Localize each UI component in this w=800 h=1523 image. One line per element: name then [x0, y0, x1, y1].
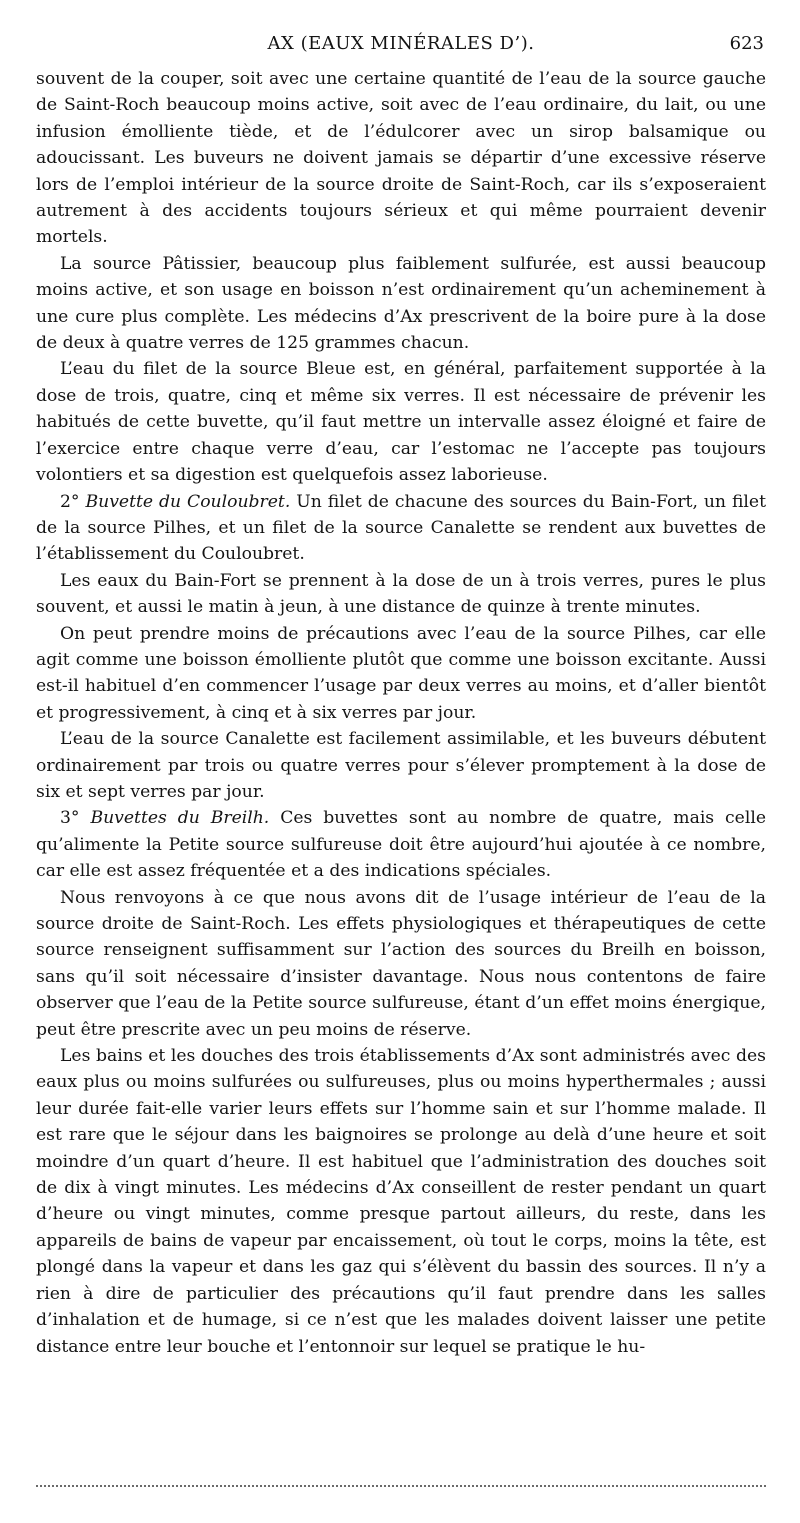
running-title: AX (EAUX MINÉRALES D’).: [267, 33, 535, 54]
paragraph-source-pilhes: [36, 621, 766, 727]
paragraph-text: La source Pâtissier, beaucoup plus faiblement sulfurée, est aussi beaucoup moins active, et son usage en boisson n’est ordinairement qu’un acheminement à une cure plus complète. Les médecins d’Ax prescrivent de la boire pure à la dose de deux à quatre verres de 125 grammes chacun.: [36, 253, 766, 354]
paragraph-buvettes-breilh: [36, 805, 766, 884]
paragraph-text: On peut prendre moins de précautions avec l’eau de la source Pilhes, car elle agit comme une boisson émolliente plutôt que comme une boisson excitante. Aussi est-il habituel d’en commencer l’usage par deux verres au moins, et d’aller bientôt et progressivement, à cinq et à six verres par jour.: [36, 623, 766, 723]
paragraph-text: L’eau de la source Canalette est facilement assimilable, et les buveurs débutent ordinairement par trois ou quatre verres pour s’élever promptement à la dose de six et sept verres par jour.: [36, 729, 766, 802]
paragraph-text: Un filet de chacune des sources du Bain-Fort, un filet de la source Pilhes, et un filet de la source Canalette se rendent aux buvettes de l’établissement du Couloubret.: [36, 491, 766, 565]
body-text: [36, 66, 766, 1360]
paragraph-text: Ces buvettes sont au nombre de quatre, mais celle qu’alimente la Petite source sulfureuse doit être aujourd’hui ajoutée à ce nombre, car elle est assez fréquentée et a des indications spéciales.: [36, 808, 767, 882]
paragraph-text: Les eaux du Bain-Fort se prennent à la dose de un à trois verres, pures le plus souvent, et aussi le matin à jeun, à une distance de quinze à trente minutes.: [36, 570, 766, 618]
running-head: [36, 33, 766, 57]
paragraph-buvette-couloubret: [36, 489, 766, 568]
paragraph-source-patissier: [36, 251, 766, 357]
paragraph-saint-roch: [36, 885, 766, 1043]
section-heading: Buvettes du Breilh.: [90, 808, 270, 829]
section-heading: Buvette du Couloubret.: [85, 491, 291, 512]
paragraph-source-bleue: [36, 356, 766, 488]
paragraph-text: Nous renvoyons à ce que nous avons dit de l’usage intérieur de l’eau de la source droite de Saint-Roch. Les effets physiologiques et thérapeutiques de cette source renseignent suffisamment sur l’action des sources du Breilh en boisson, sans qu’il soit nécessaire d’insister davantage. Nous nous contentons de faire observer que l’eau de la Petite source sulfureuse, étant d’un effet moins énergique, peut être prescrite avec un peu moins de réserve.: [36, 887, 766, 1040]
footer-rule: [36, 1485, 766, 1487]
paragraph-text: Les bains et les douches des trois établissements d’Ax sont administrés avec des eaux plus ou moins sulfurées ou sulfureuses, plus ou moins hyperthermales ; aussi leur durée fait-elle varier leurs effets sur l’homme sain et sur l’homme malade. Il est rare que le séjour dans les baignoires se prolonge au delà d’une heure et soit moindre d’un quart d’heure. Il est habituel que l’administration des douches soit de dix à vingt minutes. Les médecins d’Ax conseillent de rester pendant un quart d’heure ou vingt minutes, comme presque partout ailleurs, du reste, dans les appareils de bains de vapeur par encaissement, où tout le corps, moins la tête, est plongé dans la vapeur et dans les gaz qui s’élèvent du bassin des sources. Il n’y a rien à dire de particulier des précautions qu’il faut prendre dans les salles d’inhalation et de humage, si ce n’est que les malades doivent laisser une petite distance entre leur bouche et l’entonnoir sur lequel se pratique le hu-: [36, 1046, 766, 1357]
paragraph-bains-douches: [36, 1043, 766, 1360]
paragraph-bain-fort: [36, 568, 766, 621]
page-number: 623: [729, 33, 764, 54]
paragraph-source-canalette: [36, 726, 766, 805]
paragraph-continued: [36, 66, 766, 251]
paragraph-text: L’eau du filet de la source Bleue est, en général, parfaitement supportée à la dose de trois, quatre, cinq et même six verres. Il est nécessaire de prévenir les habitués de cette buvette, qu’il faut mettre un intervalle assez éloigné et faire de l’exercice entre chaque verre d’eau, car l’estomac ne l’accepte pas toujours volontiers et sa digestion est quelquefois assez laborieuse.: [36, 359, 766, 486]
section-number: 2°: [60, 491, 86, 512]
section-number: 3°: [60, 808, 91, 829]
paragraph-text: souvent de la couper, soit avec une certaine quantité de l’eau de la source gauche de Saint-Roch beaucoup moins active, soit avec de l’eau ordinaire, du lait, ou une infusion émolliente tiède, et de l’édulcorer avec un sirop balsamique ou adoucissant. Les buveurs ne doivent jamais se départir d’une excessive réserve lors de l’emploi intérieur de la source droite de Saint-Roch, car ils s’exposeraient autrement à des accidents toujours sérieux et qui même pourraient devenir mortels.: [36, 69, 766, 248]
